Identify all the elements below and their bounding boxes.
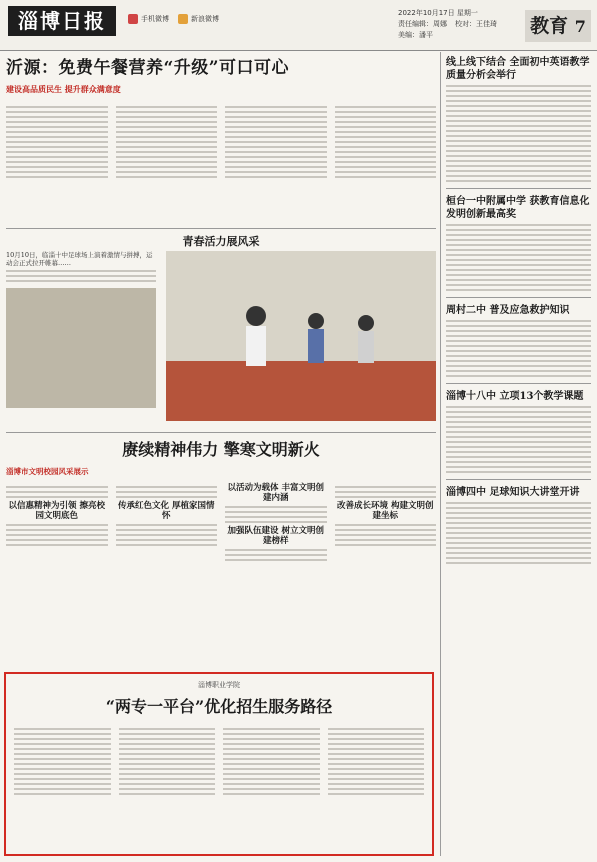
weibo-link[interactable]: 手机微博 <box>128 14 169 24</box>
proof-line: 校对：王佳琦 <box>455 20 497 28</box>
runners-photo <box>166 251 436 421</box>
photo-section-title: 青春活力展风采 <box>182 235 260 248</box>
paper-logo: 淄博日报 <box>8 6 116 36</box>
designer-line: 美编：潘平 <box>398 31 433 39</box>
civ-campus-section <box>6 432 436 673</box>
right-brief-4[interactable] <box>446 390 591 473</box>
civ-subhead-2: 传承红色文化 厚植家国情怀 <box>118 501 215 521</box>
column-divider <box>440 52 441 856</box>
civ-label: 淄博市文明校园风采展示 <box>6 467 89 476</box>
right-brief-2-title: 桓台一中附属中学 获教育信息化发明创新最高奖 <box>446 196 590 220</box>
civ-subhead-3: 以活动为载体 丰富文明创建内涵 <box>227 483 324 503</box>
section-name: 教育 <box>530 15 569 37</box>
bottom-col2 <box>119 725 216 798</box>
right-brief-3-title: 周村二中 普及应急救护知识 <box>446 305 570 316</box>
civ-col3 <box>225 483 327 564</box>
lead-body-col4 <box>335 103 437 181</box>
civ-subhead-4: 加强队伍建设 树立文明创建榜样 <box>227 526 324 546</box>
civ-subhead-5: 改善成长环境 构建文明创建坐标 <box>337 501 434 521</box>
lead-story <box>6 56 436 246</box>
date-line: 2022年10月17日 星期一 <box>398 9 478 17</box>
right-brief-1[interactable] <box>446 56 591 182</box>
right-brief-5-title: 淄博四中 足球知识大讲堂开讲 <box>446 487 580 498</box>
lead-body-col3 <box>225 103 327 181</box>
photo-section <box>6 228 436 429</box>
photo-caption-block <box>6 251 156 421</box>
civ-subhead-1: 以信惠精神为引领 擦亮校园文明底色 <box>8 501 105 521</box>
civ-col1 <box>6 483 108 564</box>
civ-col2 <box>116 483 218 564</box>
lead-body-col1 <box>6 103 108 181</box>
bottom-col3 <box>223 725 320 798</box>
bottom-headline[interactable]: “两专一平台”优化招生服务路径 <box>105 697 333 716</box>
right-brief-1-title: 线上线下结合 全面初中英语教学质量分析会举行 <box>446 57 590 81</box>
sina-icon <box>178 14 188 24</box>
bottom-col4 <box>328 725 425 798</box>
right-brief-3[interactable] <box>446 304 591 377</box>
page-number: 7 <box>574 17 586 36</box>
runners-illustration <box>166 251 436 421</box>
right-column <box>446 56 591 856</box>
lead-body-col2 <box>116 103 218 181</box>
civ-headline[interactable]: 赓续精神伟力 擎寒文明新火 <box>122 440 320 459</box>
cheerleaders-photo <box>6 288 156 408</box>
lead-headline[interactable]: 沂源：免费午餐营养“升级”可口可心 <box>6 58 290 78</box>
right-brief-4-title: 淄博十八中 立项13个教学课题 <box>446 391 584 402</box>
masthead <box>0 0 597 51</box>
right-brief-2[interactable] <box>446 195 591 291</box>
bottom-feature <box>4 672 434 856</box>
section-tab[interactable] <box>525 10 591 42</box>
civ-col4 <box>335 483 437 564</box>
editor-line: 责任编辑：周娜 <box>398 20 447 28</box>
weibo-icon <box>128 14 138 24</box>
sina-link[interactable]: 新浪微博 <box>178 14 219 24</box>
right-brief-5[interactable] <box>446 486 591 564</box>
bottom-kicker: 淄博职业学院 <box>198 681 240 689</box>
bottom-col1 <box>14 725 111 798</box>
photo-caption: 10月10日，临淄十中足球场上演着激情与拼搏，运动会正式拉开帷幕…… <box>6 251 153 267</box>
lead-subhead: 建设高品质民生 提升群众满意度 <box>6 84 121 94</box>
